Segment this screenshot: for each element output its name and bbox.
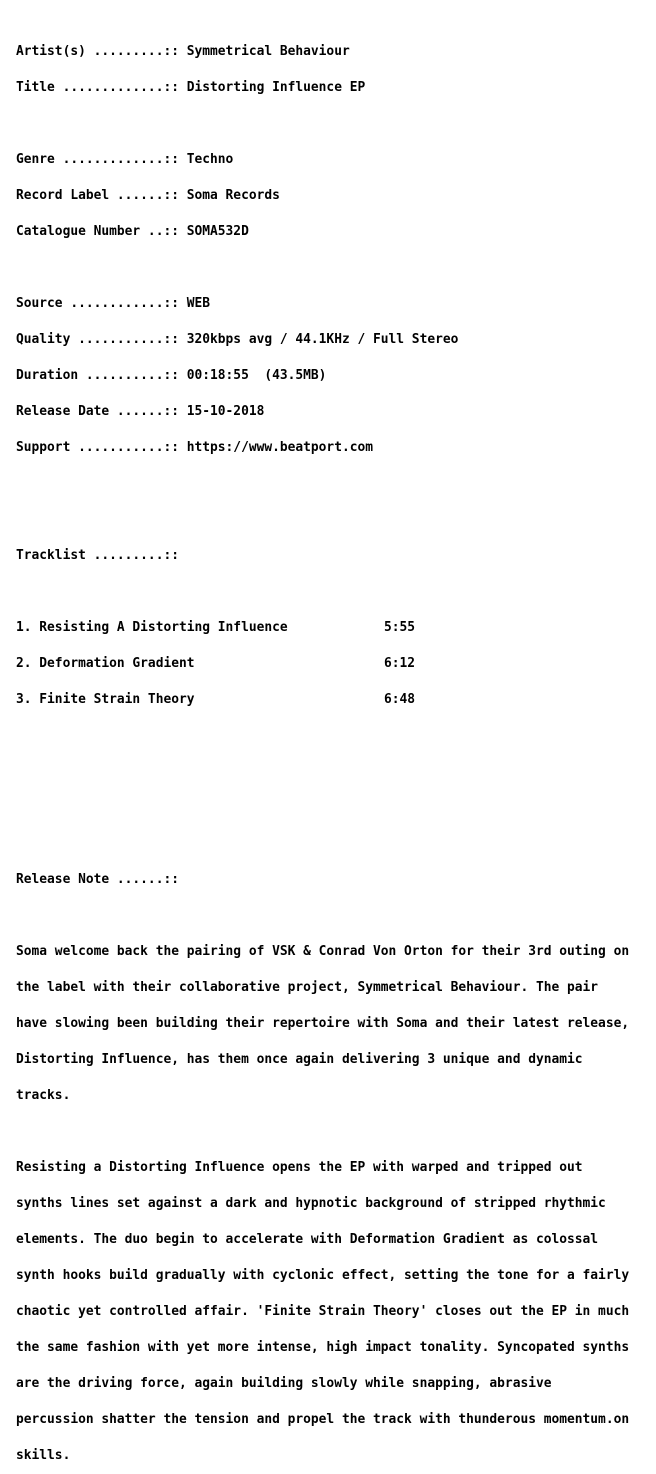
spacer <box>16 118 652 130</box>
track-title: 2. Deformation Gradient <box>16 656 195 671</box>
spacer <box>16 802 652 814</box>
quality-line: Quality ...........:: 320kbps avg / 44.1KHz / Full Stereo <box>16 332 459 347</box>
release-note-line: elements. The duo begin to accelerate with Deformation Gradient as colossal <box>16 1232 599 1247</box>
track-title: 1. Resisting A Distorting Influence <box>16 620 288 635</box>
spacer <box>16 262 652 274</box>
track-title: 3. Finite Strain Theory <box>16 692 195 707</box>
release-note-header: Release Note ......:: <box>16 872 179 887</box>
release-note-line: skills. <box>16 1448 71 1463</box>
release-note-line: Distorting Influence, has them once again delivering 3 unique and dynamic <box>16 1052 583 1067</box>
tracklist-header: Tracklist .........:: <box>16 548 179 563</box>
title-line: Title .............:: Distorting Influence EP <box>16 80 366 95</box>
release-note-line: the same fashion with yet more intense, high impact tonality. Syncopated synths <box>16 1340 630 1355</box>
spacer <box>16 766 652 778</box>
release-note-line: Resisting a Distorting Influence opens the EP with warped and tripped out <box>16 1160 583 1175</box>
release-note-line: tracks. <box>16 1088 71 1103</box>
spacer <box>16 1126 652 1138</box>
nfo-document <box>16 22 652 1474</box>
track-duration: 5:55 <box>384 620 416 635</box>
catalogue-number-line: Catalogue Number ..:: SOMA532D <box>16 224 249 239</box>
track-row <box>16 622 652 634</box>
release-note-line: have slowing been building their repertoire with Soma and their latest release, <box>16 1016 630 1031</box>
duration-line: Duration ..........:: 00:18:55 (43.5MB) <box>16 368 327 383</box>
spacer <box>16 910 652 922</box>
artist-line: Artist(s) .........:: Symmetrical Behaviour <box>16 44 350 59</box>
track-duration: 6:12 <box>384 656 416 671</box>
release-note-line: Soma welcome back the pairing of VSK & Conrad Von Orton for their 3rd outing on <box>16 944 630 959</box>
release-date-line: Release Date ......:: 15-10-2018 <box>16 404 265 419</box>
track-row <box>16 694 652 706</box>
genre-line: Genre .............:: Techno <box>16 152 234 167</box>
release-note-line: chaotic yet controlled affair. 'Finite Strain Theory' closes out the EP in much <box>16 1304 630 1319</box>
source-line: Source ............:: WEB <box>16 296 211 311</box>
spacer <box>16 478 652 490</box>
record-label-line: Record Label ......:: Soma Records <box>16 188 280 203</box>
release-note-line: synth hooks build gradually with cyclonic effect, setting the tone for a fairly <box>16 1268 630 1283</box>
release-note-line: the label with their collaborative project, Symmetrical Behaviour. The pair <box>16 980 599 995</box>
spacer <box>16 586 652 598</box>
spacer <box>16 730 652 742</box>
spacer <box>16 514 652 526</box>
track-duration: 6:48 <box>384 692 416 707</box>
spacer <box>16 838 652 850</box>
release-note-line: synths lines set against a dark and hypnotic background of stripped rhythmic <box>16 1196 606 1211</box>
release-note-line: percussion shatter the tension and propel the track with thunderous momentum.on <box>16 1412 630 1427</box>
track-row <box>16 658 652 670</box>
release-note-line: are the driving force, again building slowly while snapping, abrasive <box>16 1376 552 1391</box>
support-line: Support ...........:: https://www.beatport.com <box>16 440 373 455</box>
